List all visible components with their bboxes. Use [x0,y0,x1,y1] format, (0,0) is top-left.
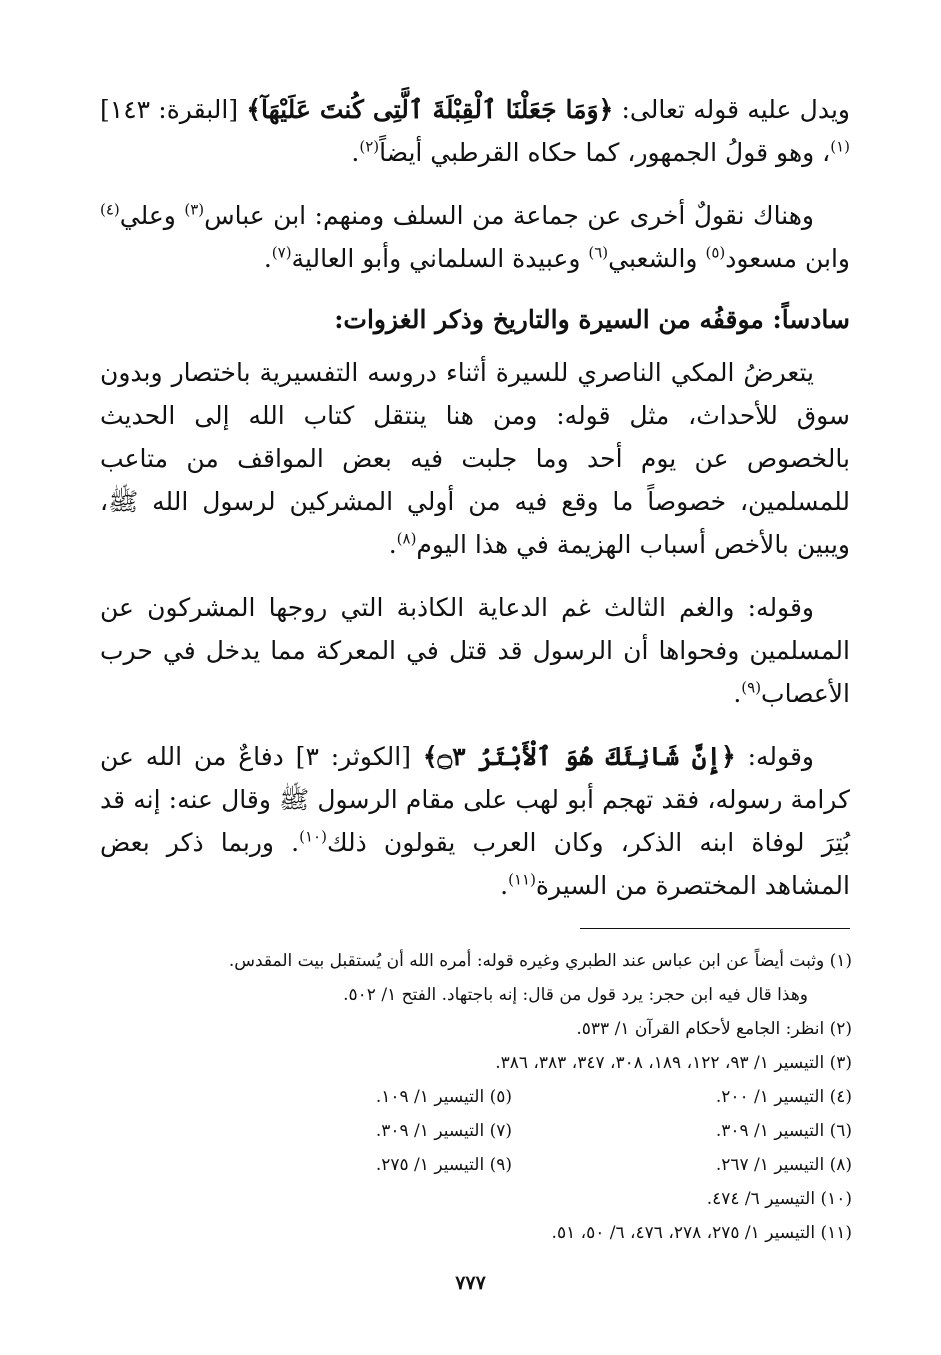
paragraph-text: وابن مسعود [725,244,850,273]
paragraph-text: . [351,138,360,167]
footnote-11: (١١) التيسير ١/ ٢٧٥، ٢٧٨، ٤٧٦، ٦/ ٥٠، ٥١. [551,1223,852,1243]
footnote-5: (٥) التيسير ١/ ١٠٩. [375,1087,512,1107]
paragraph-text: والشعبي [608,244,706,273]
footnote-row [100,1114,852,1148]
footnote-marker: (١٠) [299,827,327,846]
paragraph-text: ، وهو قولُ الجمهور، كما حكاه القرطبي أيضاً [379,138,831,167]
paragraph-text: يتعرضُ المكي الناصري للسيرة أثناء دروسه التفسيرية باختصار وبدون سوق للأحداث، مثل قوله: ومن هنا ينتقل كتاب الله إلى الحديث بالخصوص عن يوم أحد وما جلبت فيه بعض المواقف من متاعب للمسلمين، خصوصاً ما وقع فيه من أولي المشركين لرسول الله ﷺ، ويبين بالأخص أسباب الهزيمة في هذا اليوم [100,358,850,559]
paragraph-5 [100,735,850,907]
footnote-marker: (١١) [508,870,536,889]
footnote-marker: (٧) [271,243,292,262]
footnote-1: (١) وثبت أيضاً عن ابن عباس عند الطبري وغيره قوله: أمره الله أن يُستقبل بيت المقدس. [228,951,852,971]
paragraph-text: . [388,530,397,559]
footnote-row [100,1148,852,1182]
footnote-3: (٣) التيسير ١/ ٩٣، ١٢٢، ١٨٩، ٣٠٨، ٣٤٧، ٣٨٣، ٣٨٦. [495,1053,852,1073]
paragraph-text: وقوله: [735,742,814,771]
page-body [100,88,850,907]
paragraph-2 [100,194,850,280]
footnote-marker: (٢) [359,137,380,156]
footnote-9: (٩) التيسير ١/ ٢٧٥. [375,1155,512,1175]
paragraph-1 [100,88,850,174]
quran-quote: ﴿إِنَّ شَانِئَكَ هُوَ ٱلْأَبْتَرُ ۝٣﴾ [422,742,736,771]
footnote-marker: (٩) [741,678,762,697]
paragraph-text: ويدل عليه قوله تعالى: [613,95,850,124]
paragraph-text: . [263,244,272,273]
quran-quote: ﴿وَمَا جَعَلْنَا ٱلْقِبْلَةَ ٱلَّتِى كُنتَ عَلَيْهَآ﴾ [246,95,614,124]
footnotes [100,944,852,1250]
quran-reference: [البقرة: ١٤٣] [100,95,247,124]
footnote-4: (٤) التيسير ١/ ٢٠٠. [715,1087,852,1107]
footnote-marker: (١) [830,137,850,156]
footnote-2: (٢) انظر: الجامع لأحكام القرآن ١/ ٥٣٣. [576,1019,852,1039]
footnote-marker: (٤) [100,200,120,219]
footnote-row [100,1080,852,1114]
footnote-10: (١٠) التيسير ٦/ ٤٧٤. [706,1189,852,1209]
section-heading: سادساً: موقفُه من السيرة والتاريخ وذكر الغزوات: [334,305,850,334]
footnote-1-continuation: وهذا قال فيه ابن حجر: يرد قول من قال: إنه باجتهاد. الفتح ١/ ٥٠٢. [343,985,808,1005]
paragraph-3 [100,351,850,566]
paragraph-text: وهناك نقولٌ أخرى عن جماعة من السلف ومنهم: ابن عباس [204,201,814,230]
footnote-divider [580,928,850,929]
paragraph-text: دفاعٌ من الله عن كرامة رسوله، فقد تهجم أبو لهب على مقام الرسول ﷺ وقال عنه: إنه قد بُتِرَ لوفاة ابنه الذكر، وكان العرب يقولون ذلك [100,742,851,857]
paragraph-text: وعلي [119,201,185,230]
footnote-6: (٦) التيسير ١/ ٣٠٩. [715,1121,852,1141]
paragraph-text: وقوله: والغم الثالث غم الدعاية الكاذبة التي روجها المشركون عن المسلمين وفحواها أن الرسول قد قتل في المعركة مما يدخل في حرب الأعصاب [100,593,850,708]
footnote-marker: (٥) [705,243,726,262]
paragraph-text: . [500,871,509,900]
footnote-marker: (٣) [184,200,205,219]
footnote-marker: (٦) [588,243,609,262]
paragraph-4 [100,586,850,715]
footnote-marker: (٨) [396,529,417,548]
paragraph-text: وعبيدة السلماني وأبو العالية [291,244,589,273]
quran-reference: [الكوثر: ٣] [295,742,423,771]
footnote-7: (٧) التيسير ١/ ٣٠٩. [375,1121,512,1141]
page-number: ٧٧٧ [455,1272,486,1294]
paragraph-text: . وربما ذكر بعض المشاهد المختصرة من السيرة [100,828,850,900]
paragraph-text: . [733,679,742,708]
footnote-8: (٨) التيسير ١/ ٢٦٧. [715,1155,852,1175]
